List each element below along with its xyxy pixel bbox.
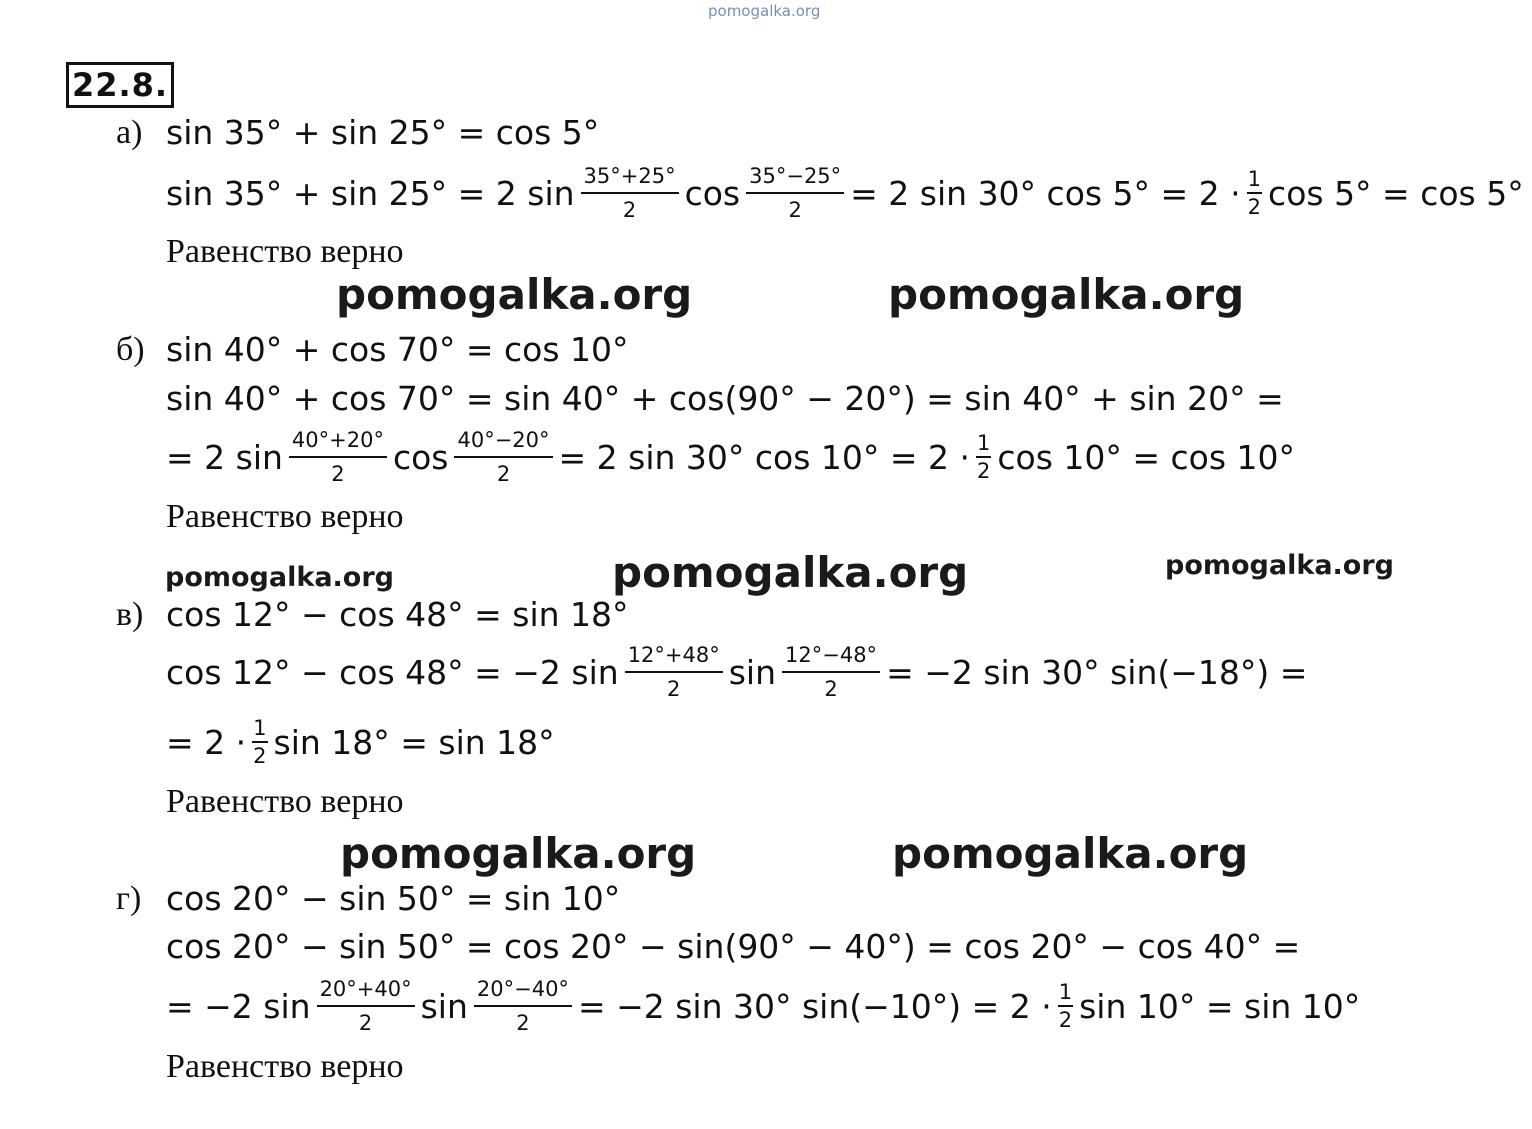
part-d-solution-line-1: cos 20° − sin 50° = cos 20° − sin(90° − 40°) = cos 20° − cos 40° = bbox=[166, 927, 1301, 966]
part-c-label: в) bbox=[116, 596, 144, 633]
watermark: pomogalka.org bbox=[340, 829, 697, 878]
watermark: pomogalka.org bbox=[336, 270, 693, 319]
watermark: pomogalka.org bbox=[165, 562, 394, 593]
part-a-statement: sin 35° + sin 25° = cos 5° bbox=[166, 113, 600, 152]
part-b-solution-line-1: sin 40° + cos 70° = sin 40° + cos(90° − 20°) = sin 40° + sin 20° = bbox=[166, 379, 1284, 418]
expr-text: = 2 sin 30° cos 10° = 2 · bbox=[558, 437, 971, 477]
numerator: 20°−40° bbox=[474, 978, 572, 1006]
fraction bbox=[625, 644, 723, 699]
expr-text: = 2 sin bbox=[166, 437, 283, 477]
fraction bbox=[581, 165, 679, 220]
fraction-half bbox=[1058, 981, 1073, 1031]
numerator: 1 bbox=[1247, 168, 1262, 194]
expr-text: cos 12° − cos 48° = −2 sin bbox=[166, 652, 619, 692]
denominator: 2 bbox=[496, 461, 511, 486]
expr-text: = 2 · bbox=[166, 722, 247, 762]
part-c-conclusion: Равенство верно bbox=[166, 783, 404, 820]
watermark: pomogalka.org bbox=[888, 270, 1245, 319]
numerator: 12°−48° bbox=[782, 644, 880, 672]
fraction bbox=[782, 644, 880, 699]
denominator: 2 bbox=[788, 197, 802, 222]
fraction-half bbox=[252, 717, 267, 767]
denominator: 2 bbox=[1058, 1008, 1073, 1032]
numerator: 35°+25° bbox=[581, 165, 679, 193]
denominator: 2 bbox=[253, 744, 267, 768]
expr-text: cos bbox=[684, 173, 741, 213]
part-d-solution-line-2 bbox=[166, 973, 1360, 1039]
expr-text: sin bbox=[420, 986, 468, 1026]
denominator: 2 bbox=[824, 676, 838, 701]
denominator: 2 bbox=[622, 197, 637, 222]
watermark: pomogalka.org bbox=[892, 829, 1249, 878]
numerator: 1 bbox=[252, 717, 267, 743]
expr-text: cos 5° = cos 5° bbox=[1268, 173, 1524, 213]
numerator: 12°+48° bbox=[625, 644, 723, 672]
expr-text: sin 10° = sin 10° bbox=[1079, 986, 1361, 1026]
denominator: 2 bbox=[331, 461, 345, 486]
expr-text: sin 18° = sin 18° bbox=[273, 722, 555, 762]
fraction bbox=[289, 429, 387, 484]
numerator: 1 bbox=[1058, 981, 1073, 1007]
watermark: pomogalka.org bbox=[1165, 550, 1394, 581]
numerator: 40°+20° bbox=[289, 429, 387, 457]
numerator: 1 bbox=[976, 432, 991, 458]
part-c-solution-line-1 bbox=[166, 639, 1307, 705]
fraction-half bbox=[976, 432, 991, 482]
expr-text: = 2 sin 30° cos 5° = 2 · bbox=[850, 173, 1241, 213]
expr-text: = −2 sin bbox=[166, 986, 311, 1026]
denominator: 2 bbox=[667, 676, 681, 701]
part-b-solution-line-2 bbox=[166, 424, 1295, 490]
expr-text: = −2 sin 30° sin(−18°) = bbox=[886, 652, 1308, 692]
numerator: 35°−25° bbox=[746, 165, 844, 193]
denominator: 2 bbox=[977, 459, 991, 483]
fraction-half bbox=[1247, 168, 1262, 218]
numerator: 20°+40° bbox=[317, 978, 415, 1006]
part-b-statement: sin 40° + cos 70° = cos 10° bbox=[166, 330, 629, 369]
expr-text: sin bbox=[728, 652, 777, 692]
watermark: pomogalka.org bbox=[612, 548, 969, 597]
denominator: 2 bbox=[516, 1010, 530, 1035]
site-header-link[interactable]: pomogalka.org bbox=[708, 2, 821, 20]
part-a-label: а) bbox=[116, 114, 143, 151]
numerator: 40°−20° bbox=[454, 429, 552, 457]
part-c-solution-line-2 bbox=[166, 709, 555, 775]
denominator: 2 bbox=[1247, 195, 1262, 219]
part-a-solution-line-1 bbox=[166, 160, 1524, 226]
problem-number: 22.8. bbox=[66, 62, 174, 108]
part-d-statement: cos 20° − sin 50° = sin 10° bbox=[166, 879, 621, 918]
fraction bbox=[746, 165, 844, 220]
fraction bbox=[454, 429, 552, 484]
expr-text: cos bbox=[392, 437, 449, 477]
part-a-conclusion: Равенство верно bbox=[166, 233, 404, 270]
expr-text: = −2 sin 30° sin(−10°) = 2 · bbox=[577, 986, 1052, 1026]
expr-text: sin 35° + sin 25° = 2 sin bbox=[166, 173, 575, 213]
denominator: 2 bbox=[358, 1010, 373, 1035]
part-d-label: г) bbox=[116, 880, 142, 917]
part-d-conclusion: Равенство верно bbox=[166, 1048, 404, 1085]
fraction bbox=[317, 978, 415, 1033]
part-b-label: б) bbox=[116, 331, 145, 368]
part-b-conclusion: Равенство верно bbox=[166, 498, 404, 535]
fraction bbox=[474, 978, 572, 1033]
part-c-statement: cos 12° − cos 48° = sin 18° bbox=[166, 595, 629, 634]
expr-text: cos 10° = cos 10° bbox=[997, 437, 1296, 477]
